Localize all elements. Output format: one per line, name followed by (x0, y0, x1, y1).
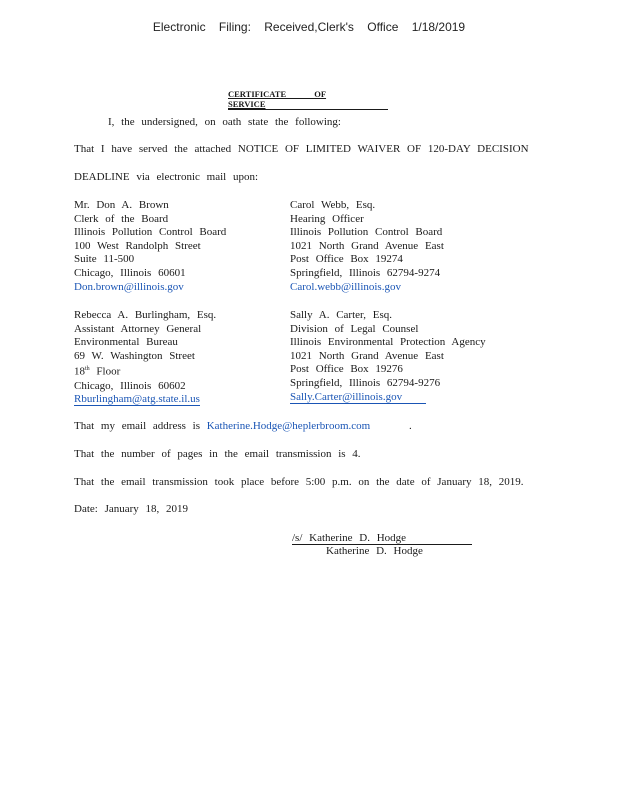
recipient-line: Environmental Bureau (74, 336, 178, 349)
recipient-line: Rebecca A. Burlingham, Esq. (74, 309, 217, 321)
recipient-email-link[interactable]: Sally.Carter@illinois.gov (290, 391, 426, 404)
recipient-line: Suite 11-500 (74, 253, 135, 266)
signatory-name: Katherine D. Hodge (326, 545, 423, 557)
service-statement-line2: DEADLINE via electronic mail upon: (74, 171, 259, 183)
recipient-email-link[interactable]: Don.brown@illinois.gov (74, 280, 184, 293)
recipient-line: Post Office Box 19276 (290, 363, 403, 376)
recipient-line: Illinois Pollution Control Board (74, 226, 227, 239)
recipient-line: Sally A. Carter, Esq. (290, 309, 392, 321)
recipient-line: Springfield, Illinois 62794-9276 (290, 376, 441, 389)
pages-statement: That the number of pages in the email transmission is 4. (74, 448, 361, 460)
email-statement-prefix: That my email address is (74, 420, 200, 432)
floor-word: Floor (89, 366, 121, 379)
recipient-line: Illinois Environmental Protection Agency (290, 336, 486, 349)
recipient-address-block (74, 199, 226, 294)
email-statement-suffix: . (408, 420, 412, 432)
recipient-line: Illinois Pollution Control Board (290, 226, 443, 239)
signature-line: /s/ Katherine D. Hodge (292, 532, 472, 545)
recipient-line: Hearing Officer (290, 212, 364, 225)
date-line: Date: January 18, 2019 (74, 503, 189, 515)
recipient-line: Springfield, Illinois 62794-9274 (290, 266, 441, 279)
recipient-address-block (74, 309, 216, 407)
recipient-address-block (290, 309, 486, 404)
service-statement-line1: That I have served the attached NOTICE OF LIMITED WAIVER OF 120-DAY DECISION (74, 143, 529, 155)
recipient-line: Post Office Box 19274 (290, 253, 403, 266)
recipient-line: 100 West Randolph Street (74, 239, 201, 252)
recipient-line: 1021 North Grand Avenue East (290, 239, 444, 252)
recipient-line: 1021 North Grand Avenue East (290, 349, 444, 362)
floor-suffix: th (85, 366, 90, 373)
recipient-line: Mr. Don A. Brown (74, 199, 169, 211)
certificate-title: CERTIFICATE OF SERVICE (228, 89, 388, 110)
recipient-email-link[interactable]: Carol.webb@illinois.gov (290, 280, 401, 293)
filing-stamp: Electronic Filing: Received,Clerk's Office 1/18/2019 (152, 20, 466, 34)
recipient-line: Chicago, Illinois 60601 (74, 266, 186, 279)
recipient-line: Clerk of the Board (74, 212, 169, 225)
recipient-address-block (290, 199, 444, 294)
floor-number: 18 (74, 366, 85, 379)
recipient-floor-line (74, 363, 216, 379)
transmission-statement: That the email transmission took place before 5:00 p.m. on the date of January 18, 2019. (74, 476, 524, 488)
intro-statement: I, the undersigned, on oath state the following: (108, 116, 341, 128)
email-address-statement (74, 420, 412, 432)
recipient-line: Carol Webb, Esq. (290, 199, 376, 211)
sender-email-link[interactable]: Katherine.Hodge@heplerbroom.com (206, 420, 371, 432)
recipient-line: Chicago, Illinois 60602 (74, 379, 186, 392)
recipient-line: Division of Legal Counsel (290, 322, 419, 335)
recipient-email-link[interactable]: Rburlingham@atg.state.il.us (74, 393, 200, 406)
recipient-line: 69 W. Washington Street (74, 349, 195, 362)
recipient-line: Assistant Attorney General (74, 322, 202, 335)
